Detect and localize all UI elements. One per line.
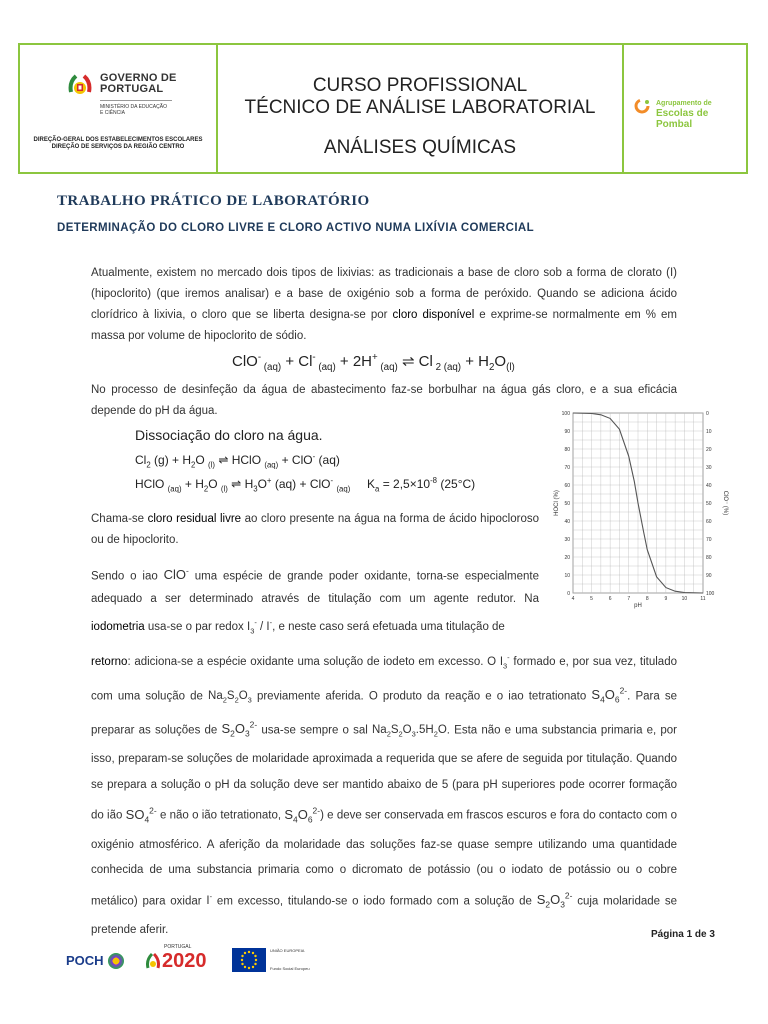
subject-title: ANÁLISES QUÍMICAS (323, 137, 517, 158)
chart-y-tick-label-left: 60 (564, 483, 570, 489)
text-span: : adiciona-se a espécie oxidante uma solução de iodeto em excesso. O (127, 655, 500, 668)
portugal-2020-emblem-icon (146, 952, 160, 972)
year-label: 2020 (162, 950, 207, 972)
chart-y-tick-label-left: 50 (564, 501, 570, 507)
eu-logo (232, 948, 310, 977)
text-span: Chama-se (91, 513, 148, 525)
chart-y-tick-label-right: 10 (706, 429, 712, 435)
gov-name-line: PORTUGAL (100, 83, 164, 95)
ministry-name (100, 100, 172, 116)
text-span: formado e, por sua vez, titulado com uma solução de (91, 655, 677, 702)
poch-text: POCH (66, 953, 104, 968)
chart-y-tick-label-right: 50 (706, 501, 712, 507)
chart-y-tick-label-right: 80 (706, 555, 712, 561)
chart-y-tick-label-left: 80 (564, 447, 570, 453)
chart-y-tick-label-right: 90 (706, 573, 712, 579)
school-name-line2: Escolas de Pombal (656, 108, 709, 130)
chart-y-tick-label-left: 100 (561, 411, 570, 417)
eu-flag-icon (232, 948, 266, 972)
esf-label: Fundo Social Europeu (270, 966, 310, 971)
chart-y-tick-label-left: 0 (567, 591, 570, 597)
text-span: Sendo o iao (91, 570, 164, 583)
keyword-retorno: retorno (91, 655, 128, 668)
chart-y-tick-label-left: 40 (564, 519, 570, 525)
dissociation-heading: Dissociação do cloro na água. (135, 427, 323, 443)
chart-y-tick-label-right: 60 (706, 519, 712, 525)
paragraph-iodometry: Sendo o iao ClO- uma espécie de grande poder oxidante, torna-se especialmente adequado a ser determinado através de titulação com um agente redutor. Na iodometria usa-se o par redox $I_3^- / I^-$, e neste caso será efetuada uma titulação de (91, 566, 539, 636)
chart-y-tick-label-left: 70 (564, 465, 570, 471)
text-span: uma espécie de grande poder oxidante, torna-se especialmente adequado a ser determinado através de titulação com um agente redutor. Na (91, 570, 539, 606)
chart-x-tick-label: 7 (627, 596, 631, 602)
course-line: TÉCNICO DE ANÁLISE LABORATORIAL (244, 97, 596, 118)
chart-y-tick-label-left: 20 (564, 555, 570, 561)
school-name-line1: Agrupamento de (656, 100, 712, 107)
directorate-line: DIREÇÃO DE SERVIÇOS DA REGIÃO CENTRO (51, 144, 185, 150)
chart-x-tick-label: 11 (700, 596, 706, 602)
portugal-emblem-icon (68, 72, 92, 100)
ministry-line: MINISTÉRIO DA EDUCAÇÃO (100, 104, 167, 110)
equation-dissociation-1: $Cl_2$ $(g) + H_2O$ $_{(l)}$ ⇌ HClO $_{(aq)}$ + ClO- (aq) (135, 452, 340, 470)
chart-y-tick-label-left: 30 (564, 537, 570, 543)
chart-y-tick-label-left: 10 (564, 573, 570, 579)
text-span: No processo de desinfeção da água de abastecimento faz-se borbulhar na água gás cloro, e a sua eficácia depende do pH da água. (91, 384, 677, 417)
text-span: Atualmente, existem no mercado dois tipos de lixivias: as tradicionais a base de cloro sob a forma de clorato (I) (hipoclorito) (que iremos analisar) e a base de oxigénio sob a forma de peróxido. Quando se adiciona ácido clorídrico à lixivia, o cloro que se liberta designa-se por (91, 267, 677, 321)
chart-y-tick-label-right: 0 (706, 411, 709, 417)
chart-y-tick-label-right: 100 (706, 591, 715, 597)
portugal-label: PORTUGAL (164, 944, 192, 950)
text-span: ) e deve ser conservada em frascos escuros e fora do contacto com o oxigénio atmosférico. A aferição da molaridade das soluções faz-se quase sempre utilizando uma quantidade conhecida de uma substancia primaria como o dicromato de potássio (ou o iodato de potássio ou o cobre metálico) para oxidar (91, 809, 677, 908)
text-span: usa-se o par redox (144, 621, 247, 634)
school-logo-icon (634, 98, 650, 114)
chart-y-tick-label-right: 70 (706, 537, 712, 543)
footer-logos (66, 942, 326, 978)
equation-chlorine-release: ClO- $_{(aq)}$ + Cl- $_{(aq)}$ + 2H+ $_{(aq)}$ ⇌ Cl $_{2 (aq)} + H_2O_{(l)}$ (232, 352, 515, 373)
paragraph-back-titration: retorno: adiciona-se a espécie oxidante uma solução de iodeto em excesso. O $I_3^-$ formado e, por sua vez, titulado com uma solução de $Na_2S_2O_3$ previamente aferida. O produto da reação e o iao tetrationato $S_4O_6^{2-}$. Para se preparar as soluções de $S_2O_3^{2-}$ usa-se sempre o sal $Na_2S_2O_3.5H_2O$. Esta não e uma substancia primaria e, por isso, preparam-se soluções de molaridade aproximada a requerida que se afere de seguida por titulação. Quando se prepara a solução o pH da solução deve ser mantido abaixo de 5 (para pH superiores pode ocorrer formação do ião $SO_4^{2-}$ e não o ião tetrationato, $S_4O_6^{2-}$) e deve ser conservada em frascos escuros e fora do contacto com o oxigénio atmosférico. A aferição da molaridade das soluções faz-se quase sempre utilizando uma quantidade conhecida de uma substancia primaria como o dicromato de potássio (ou o iodato de potássio ou o cobre metálico) para oxidar I- em excesso, titulando-se o iodo formado com a solução de $S_2O_3^{2-}$ cuja molaridade se pretende aferir. (91, 653, 678, 937)
keyword-cloro-residual-livre: cloro residual livre (147, 513, 242, 525)
chart-y-tick-label-left: 90 (564, 429, 570, 435)
text-span: , e neste caso será efetuada uma titulação de (272, 621, 505, 634)
course-line: CURSO PROFISSIONAL (312, 75, 528, 96)
chart-x-axis-label: pH (634, 603, 642, 609)
chart-y-axis-label-right: ClO⁻ (%) (722, 490, 728, 516)
text-span: e exprime-se normalmente em % em massa por volume de hipoclorito de sódio. (91, 309, 678, 342)
ministry-line: E CIÊNCIA (100, 110, 126, 116)
document-subtitle: DETERMINAÇÃO DO CLORO LIVRE E CLORO ACTIVO NUMA LIXÍVIA COMERCIAL (57, 222, 535, 234)
chart-x-tick-label: 5 (590, 596, 593, 602)
paragraph-residual-chlorine (91, 509, 539, 551)
directorate-line: DIREÇÃO-GERAL DOS ESTABELECIMENTOS ESCOLARES (33, 137, 203, 143)
chart-x-tick-label: 10 (681, 596, 688, 602)
gov-name-line: GOVERNO DE (100, 72, 177, 84)
chart-y-tick-label-right: 20 (706, 447, 712, 453)
poch-flower-icon (108, 953, 124, 969)
text-span: ao cloro presente na água na forma de ácido hipocloroso ou de hipoclorito. (91, 513, 539, 546)
equation-dissociation-2: HClO $_{(aq)} + H_2O$ $_{(l)}$ ⇌ $H_3O^+$ (aq) + ClO- $_{(aq)}$ $K_a = 2,5\times 10^{-8}$ (25°C) (135, 476, 476, 494)
keyword-cloro-disponivel: cloro disponível (392, 309, 475, 321)
chart-x-tick-label: 4 (571, 596, 575, 602)
text-span: cuja molaridade se pretende aferir. (91, 895, 677, 937)
document-header (18, 43, 748, 174)
chart-x-tick-label: 9 (664, 596, 668, 602)
course-cell (218, 45, 624, 172)
directorate-text (20, 137, 216, 151)
text-span: previamente aferida. O produto da reação e o iao tetrationato (251, 689, 592, 702)
chart-x-tick-label: 8 (645, 596, 649, 602)
document-title: TRABALHO PRÁTICO DE LABORATÓRIO (57, 193, 370, 209)
chart-y-tick-label-right: 40 (706, 483, 712, 489)
course-title (218, 75, 622, 119)
hocl-ocl-ph-chart (553, 405, 729, 610)
text-span: . Esta não e uma substancia primaria e, por isso, preparam-se soluções de molaridade aproximada a requerida que se afere de seguida por titulação. Quando se prepara a solução o pH da solução deve ser mantido abaixo de 5 (para pH superiores pode ocorrer formação do ião (91, 724, 678, 822)
eu-label: UNIÃO EUROPEIA (270, 948, 305, 953)
text-span: . Para se preparar as soluções de (91, 689, 678, 737)
text-span: em excesso, titulando-se o iodo formado com a solução de (212, 895, 537, 908)
school-cell (624, 45, 746, 172)
paragraph-intro (91, 263, 677, 347)
keyword-iodometria: iodometria (91, 621, 145, 634)
poch-logo (66, 952, 124, 970)
text-span: usa-se sempre o sal (257, 724, 372, 737)
ministry-cell (20, 45, 218, 172)
page-number: Página 1 de 3 (651, 929, 715, 940)
chart-y-axis-label-left: HOCl (%) (554, 490, 560, 516)
chart-x-tick-label: 6 (608, 596, 612, 602)
text-span: e não o ião tetrationato, (156, 809, 285, 822)
government-name (100, 73, 177, 95)
chart-y-tick-label-right: 30 (706, 465, 712, 471)
